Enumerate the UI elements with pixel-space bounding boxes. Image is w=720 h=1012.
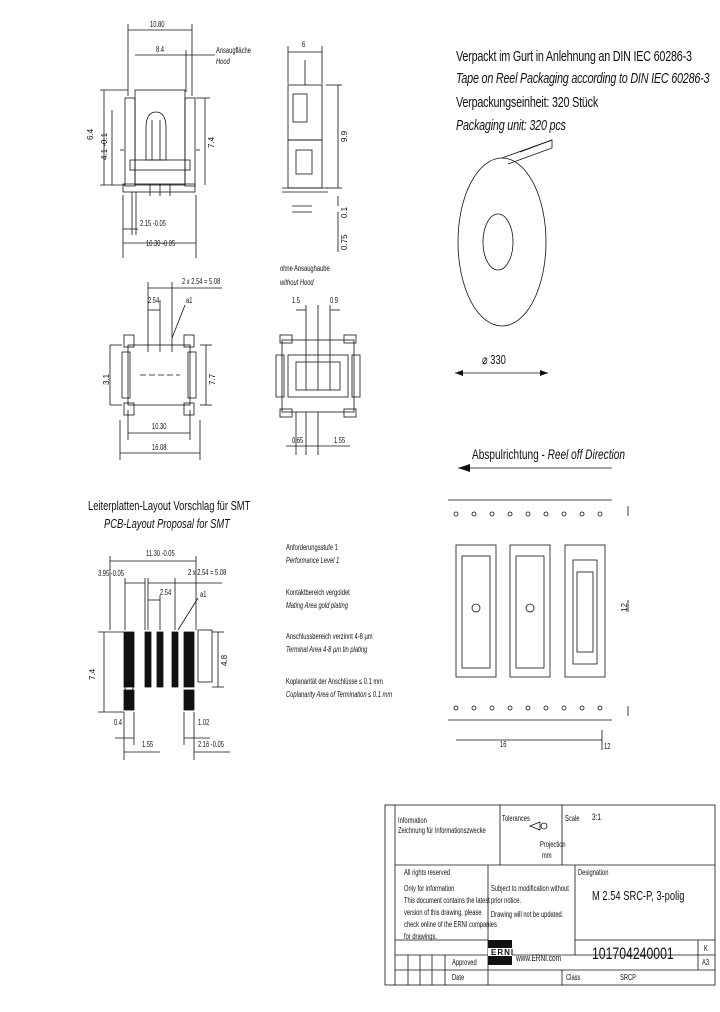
tb-prior: prior notice. <box>491 896 522 905</box>
tb-rev: K <box>704 944 708 953</box>
note-4-de: Koplanarität der Anschlüsse ≤ 0.1 mm <box>286 677 383 686</box>
bottom-right-dim: 7.7 <box>208 373 217 385</box>
without-hood-de: ohne Ansaughaube <box>280 264 330 273</box>
tb-part-number: 101704240001 <box>592 944 674 963</box>
tb-units: mm <box>542 851 552 860</box>
front-bottom-dim-2: 10.30 -0.05 <box>146 239 176 248</box>
front-left-dim-1: 6.4 <box>86 128 95 140</box>
pcb-bottom-1: 0.4 <box>114 718 123 727</box>
note-4-en: Coplanarity Area of Termination ≤ 0.1 mm <box>286 690 393 699</box>
tb-projection: Projection <box>540 840 566 849</box>
tape-dim-bottom: 16 <box>500 740 507 749</box>
packaging-line-de-1: Verpackt im Gurt in Anlehnung an DIN IEC 60286-3 <box>456 48 692 65</box>
pcb-pitch: 2.54 <box>160 588 172 597</box>
reel-off-direction: Abspulrichtung - Reel off Direction <box>472 446 625 462</box>
hood-dim-3: 0.65 <box>292 436 304 445</box>
front-bottom-dim-1: 2.15 -0.05 <box>140 219 166 228</box>
bottom-width-1: 10.30 <box>152 422 167 431</box>
tb-erni-logo: ERNI <box>491 948 515 957</box>
tb-approved: Approved <box>452 958 477 967</box>
tb-drawing-not: Drawing will not be updated. <box>491 910 564 919</box>
hood-dim-4: 1.55 <box>334 436 346 445</box>
front-top-dim: 10.80 <box>150 20 165 29</box>
tb-info-only: Only for information <box>404 884 455 893</box>
side-top-dim: 6 <box>302 40 306 49</box>
bottom-pitch-label: 2 x 2.54 = 5.08 <box>182 277 221 286</box>
bottom-width-2: 16.08 <box>152 443 167 452</box>
bottom-left-dim: 3.1 <box>102 373 111 385</box>
note-1-en: Performance Level 1 <box>286 556 340 565</box>
pcb-right-v: 4.8 <box>220 654 229 666</box>
pcb-bottom-2: 1.02 <box>198 718 210 727</box>
side-bottom-dim-1: 0.1 <box>340 206 349 218</box>
bottom-view-component <box>122 335 196 415</box>
reel-drawing <box>458 140 552 326</box>
note-2-en: Mating Area gold plating <box>286 601 348 610</box>
tb-class-value: SRCP <box>620 973 637 982</box>
note-2-de: Kontaktbereich vergoldet <box>286 588 350 597</box>
tb-class-label: Class <box>566 973 581 982</box>
tb-part-name: M 2.54 SRC-P, 3-polig <box>592 888 685 903</box>
front-left-dim-2: 4.1 -0.1 <box>100 132 109 160</box>
pcb-pitch-label: 2 x 2.54 = 5.08 <box>188 568 227 577</box>
side-right-dim: 9.9 <box>340 130 349 142</box>
tb-info-line-3: check online of the ERNI companies <box>404 920 497 929</box>
pcb-top-dim: 11.30 -0.05 <box>146 549 175 558</box>
packaging-line-en-1: Tape on Reel Packaging according to DIN IEC 60286-3 <box>456 70 710 87</box>
tb-drawing-kind: Zeichnung für Informationszwecke <box>398 826 486 835</box>
pcb-layout-drawing <box>124 630 212 710</box>
note-1-de: Anforderungsstufe 1 <box>286 543 338 552</box>
front-inner-dim: 8.4 <box>156 45 165 54</box>
tape-dim-right: 12 <box>620 603 629 612</box>
front-right-dim: 7.4 <box>207 136 216 148</box>
bottom-pin-a1: a1 <box>186 296 193 305</box>
tb-tolerances: Tolerances <box>502 814 530 823</box>
tb-scale-label: Scale <box>565 814 580 823</box>
suction-area-de: Ansaugfläche <box>216 46 251 55</box>
tb-info-line-2: version of this drawing, please <box>404 908 482 917</box>
packaging-line-de-2: Verpackungseinheit: 320 Stück <box>456 94 599 111</box>
reel-diameter: ⌀ 330 <box>482 352 506 367</box>
tape-drawing <box>448 500 628 750</box>
pcb-left-v: 7.4 <box>88 668 97 680</box>
without-hood-en: without Hood <box>280 278 314 287</box>
tb-sheet: A3 <box>702 958 710 967</box>
tb-designation: Designation <box>578 868 609 877</box>
packaging-line-en-2: Packaging unit: 320 pcs <box>456 117 566 134</box>
tb-date: Date <box>452 973 465 982</box>
note-3-de: Anschlussbereich verzinnt 4-8 µm <box>286 632 373 641</box>
tape-dim-mark: 12 <box>604 742 611 751</box>
pcb-bottom-3: 1.55 <box>142 740 154 749</box>
tb-information: Information <box>398 816 427 825</box>
side-bottom-dim-2: 0.75 <box>340 234 349 250</box>
side-view-component <box>282 60 328 192</box>
front-view-component <box>120 90 200 235</box>
suction-area-en: Hood <box>216 57 230 66</box>
tb-rights: All rights reserved <box>404 868 451 877</box>
tb-info-line-4: for drawings. <box>404 932 437 941</box>
tb-scale-value: 3:1 <box>592 812 602 822</box>
pcb-pin-a1: a1 <box>200 590 207 599</box>
tb-info-line-1: This document contains the latest <box>404 896 490 905</box>
hood-dim-1: 1.5 <box>292 296 301 305</box>
tb-website: www.ERNI.com <box>516 953 562 963</box>
tb-subject: Subject to modification without <box>491 884 569 893</box>
pcb-bottom-4: 2.16 -0.05 <box>198 740 224 749</box>
bottom-pitch: 2.54 <box>148 296 160 305</box>
pcb-left-dim: 3.95 -0.05 <box>98 569 124 578</box>
hood-dim-2: 0.9 <box>330 296 339 305</box>
pcb-title-en: PCB-Layout Proposal for SMT <box>104 516 230 531</box>
pcb-title-de: Leiterplatten-Layout Vorschlag für SMT <box>88 498 251 513</box>
note-3-en: Terminal Area 4-8 µm tin plating <box>286 645 368 654</box>
